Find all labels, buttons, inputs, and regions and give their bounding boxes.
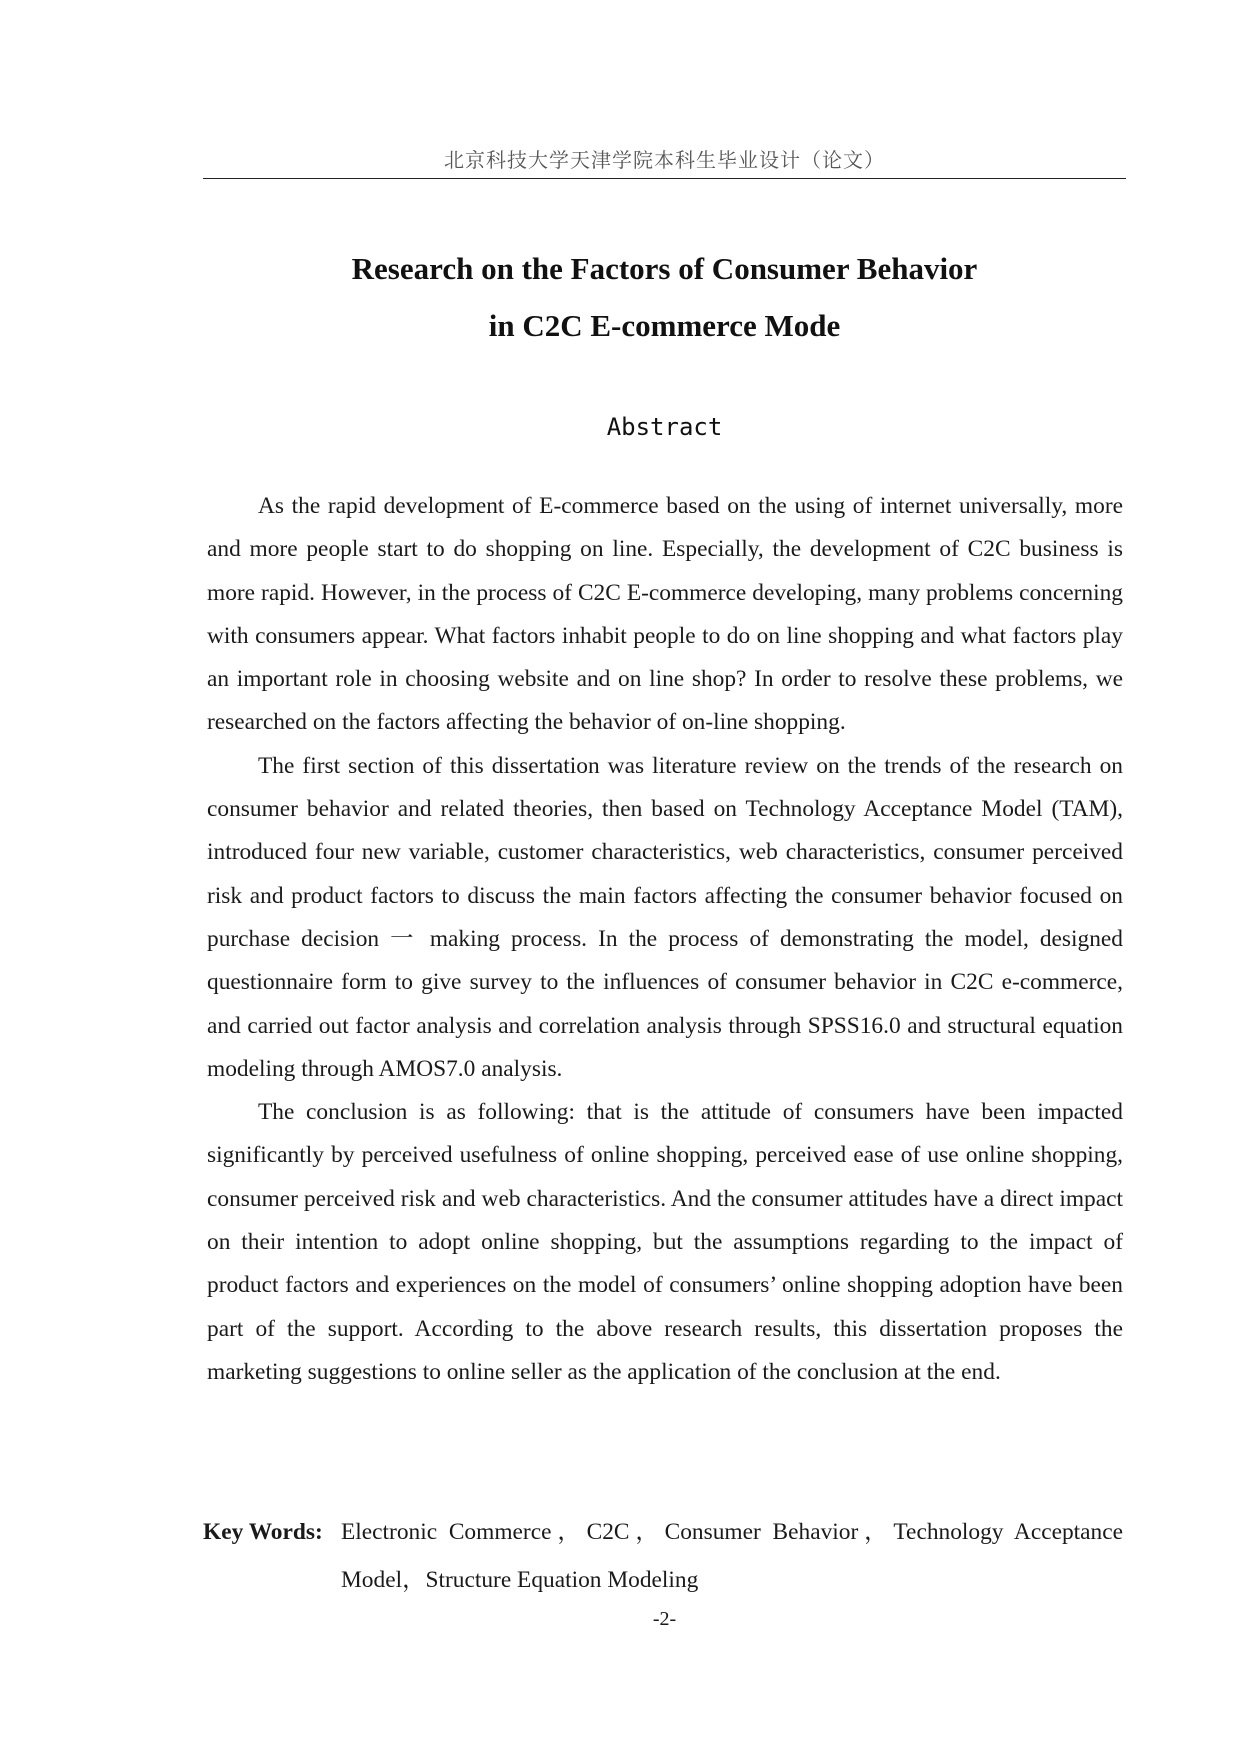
keywords-list: Electronic Commerce，C2C，Consumer Behavior，Technology Acceptance Model，Structure Equation Modeling — [341, 1519, 1123, 1593]
paper-title — [203, 240, 1126, 354]
page-number: -2- — [652, 1608, 677, 1630]
abstract-paragraph-3: The conclusion is as following: that is the attitude of consumers have been impacted significantly by perceived usefulness of online shopping, perceived ease of use online shopping, consumer perceived risk and web characteristics. And the consumer attitudes have a direct impact on their intention to adopt online shopping, but the assumptions regarding to the impact of product factors and experiences on the model of consumers’ online shopping adoption have been part of the support. According to the above research results, this dissertation proposes the marketing suggestions to online seller as the application of the conclusion at the end. — [207, 1099, 1123, 1385]
running-header-text: 北京科技大学天津学院本科生毕业设计（论文） — [444, 148, 885, 172]
running-header — [203, 148, 1126, 179]
abstract-body — [207, 485, 1123, 1394]
paper-title-line-2: in C2C E-commerce Mode — [488, 308, 841, 343]
abstract-paragraph-2: The first section of this dissertation was literature review on the trends of the research on consumer behavior and related theories, then based on Technology Acceptance Model (TAM), introduced four new variable, customer characteristics, web characteristics, consumer perceived risk and product factors to discuss the main factors affecting the consumer behavior focused on purchase decision 一 making process. In the process of demonstrating the model, designed questionnaire form to give survey to the influences of consumer behavior in C2C e-commerce, and carried out factor analysis and correlation analysis through SPSS16.0 and structural equation modeling through AMOS7.0 analysis. — [207, 752, 1123, 1082]
paper-title-line-1: Research on the Factors of Consumer Behavior — [351, 251, 978, 286]
abstract-paragraph-1: As the rapid development of E-commerce based on the using of internet universally, more and more people start to do shopping on line. Especially, the development of C2C business is more rapid. However, in the process of C2C E-commerce developing, many problems concerning with consumers appear. What factors inhabit people to do on line shopping and what factors play an important role in choosing website and on line shop? In order to resolve these problems, we researched on the factors affecting the behavior of on-line shopping. — [207, 493, 1123, 736]
keywords-section — [203, 1508, 1123, 1604]
keywords-label: Key Words: — [203, 1519, 323, 1545]
abstract-heading: Abstract — [606, 413, 723, 441]
